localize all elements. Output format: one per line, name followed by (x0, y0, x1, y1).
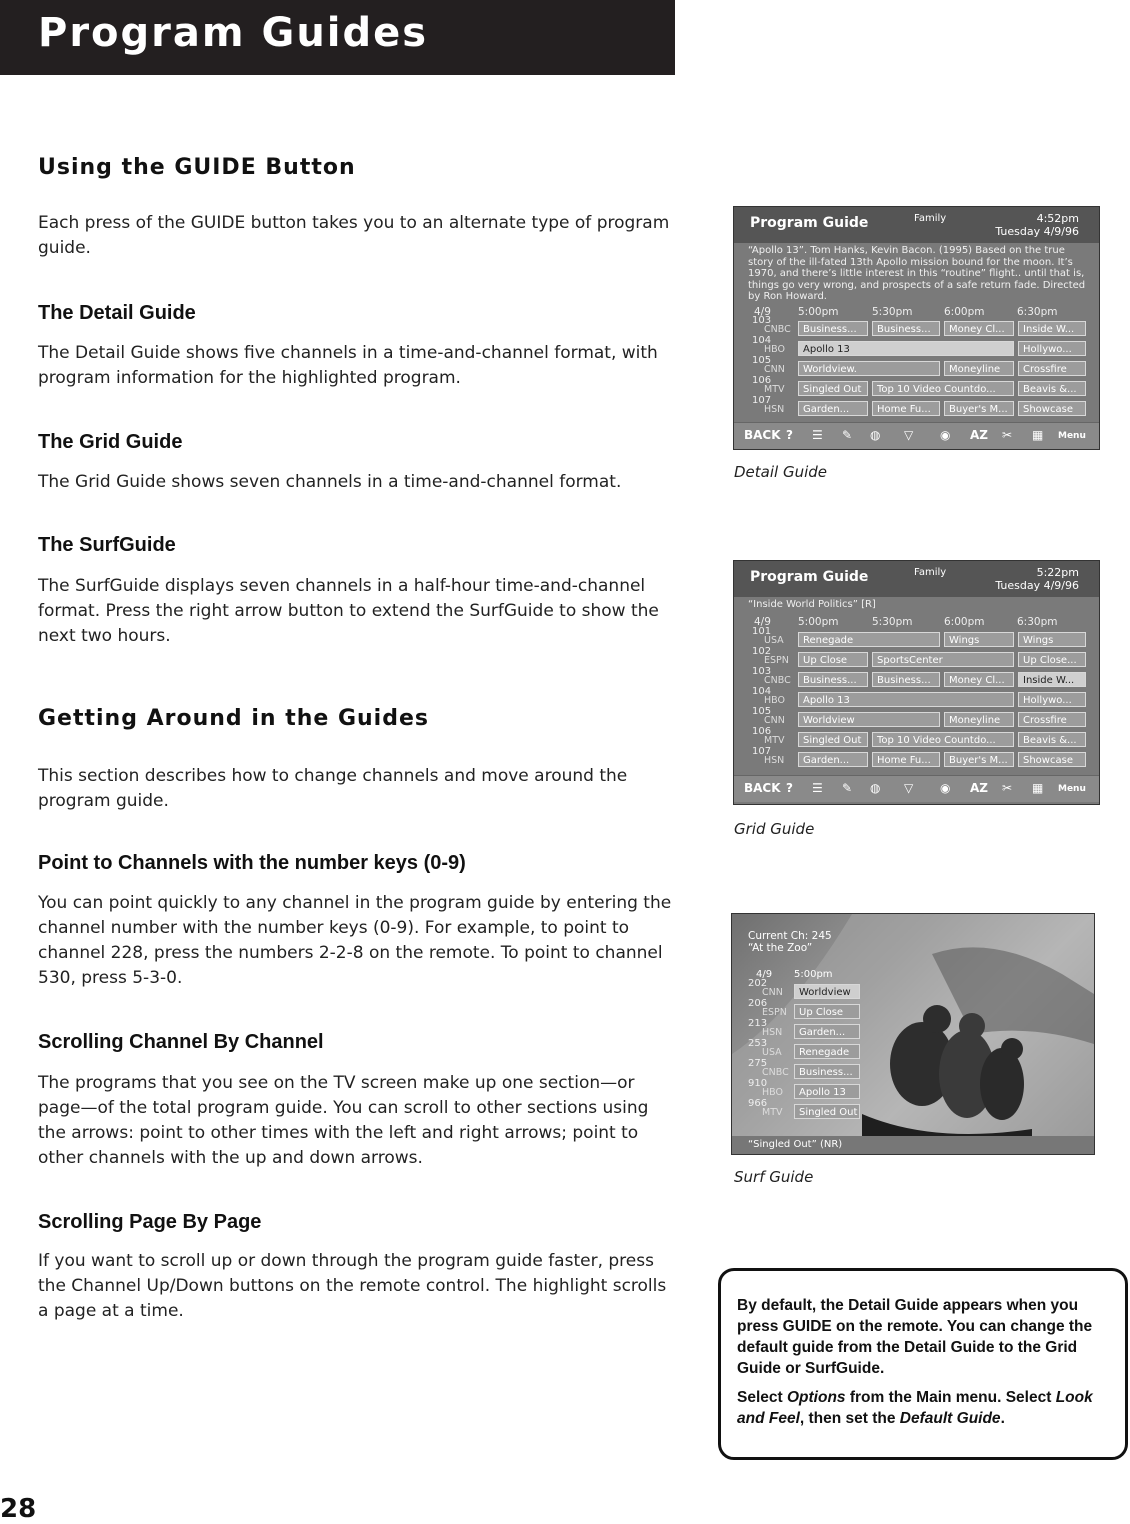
time-slot: 6:00pm (944, 616, 985, 628)
section-title-using-guide: Using the GUIDE Button (38, 155, 356, 180)
note-text: . (1000, 1410, 1005, 1427)
channel-number: 107 (752, 395, 772, 406)
detail-guide-screenshot (733, 206, 1100, 450)
program-cell[interactable]: Buyer's M... (944, 752, 1014, 767)
surf-channel-row[interactable] (732, 1018, 1094, 1040)
page-title: Program Guides (38, 10, 429, 56)
scroll-page-heading: Scrolling Page By Page (38, 1211, 262, 1233)
program-cell[interactable]: Garden... (798, 752, 868, 767)
time-date: 4/9 (754, 306, 771, 318)
program-cell[interactable]: Crossfire (1018, 361, 1086, 376)
program-cell[interactable]: Singled Out (798, 732, 868, 747)
triangle-icon[interactable]: ▽ (904, 781, 914, 795)
program-cell[interactable]: Inside W... (1018, 321, 1086, 336)
time-slot: 5:00pm (798, 616, 839, 628)
channel-row[interactable] (734, 355, 1099, 377)
program-cell[interactable]: Apollo 13 (794, 1084, 860, 1099)
time-row (734, 306, 1099, 320)
channel-name: CNN (764, 364, 785, 375)
menu-button[interactable]: Menu (1058, 431, 1086, 441)
channel-name: HSN (764, 404, 785, 415)
surf-channel-row[interactable] (732, 978, 1094, 1000)
grid-guide-heading: The Grid Guide (38, 431, 183, 453)
channel-row[interactable] (734, 315, 1099, 337)
program-cell[interactable]: Singled Out (794, 1104, 860, 1119)
program-cell[interactable]: Renegade (794, 1044, 860, 1059)
channel-number: 105 (752, 706, 772, 717)
current-channel (748, 930, 832, 954)
screen-time (995, 212, 1079, 238)
program-cell[interactable]: Showcase (1018, 401, 1086, 416)
channel-number: 101 (752, 626, 772, 637)
surf-channel-row[interactable] (732, 1038, 1094, 1060)
note-look-and-feel: Look and Feel (737, 1389, 1093, 1427)
channel-name: CNBC (762, 1067, 789, 1078)
program-cell[interactable]: Showcase (1018, 752, 1086, 767)
channel-number: 206 (748, 998, 768, 1009)
current-channel-title: “At the Zoo” (748, 942, 813, 954)
time-row (734, 616, 1099, 630)
detail-guide-text: The Detail Guide shows five channels in a time-and-channel format, with program information for the highlighted program. (38, 343, 658, 388)
triangle-icon[interactable]: ▽ (904, 428, 914, 442)
time-date: 4/9 (754, 616, 771, 628)
surf-channel-row[interactable] (732, 998, 1094, 1020)
detail-guide-caption: Detail Guide (734, 463, 828, 481)
surf-date: 4/9 (756, 969, 773, 980)
channel-number: 103 (752, 315, 772, 326)
time-slot: 5:30pm (872, 306, 913, 318)
getting-around-intro: This section describes how to change channels and move around the program guide. (38, 766, 628, 811)
channel-name: HSN (762, 1027, 783, 1038)
channel-number: 213 (748, 1018, 768, 1029)
program-cell[interactable]: Garden... (794, 1024, 860, 1039)
scroll-channel-heading: Scrolling Channel By Channel (38, 1031, 324, 1053)
help-icon[interactable]: ? (786, 428, 793, 442)
eye-icon[interactable]: ◉ (940, 781, 951, 795)
note-text: Select (737, 1389, 787, 1406)
program-cell[interactable]: Top 10 Video Countdo... (872, 732, 1014, 747)
program-cell[interactable]: Up Close (794, 1004, 860, 1019)
time-slot: 5:30pm (872, 616, 913, 628)
channel-name: ESPN (762, 1007, 787, 1018)
grid-icon[interactable]: ▦ (1032, 781, 1044, 795)
program-cell[interactable]: Renegade (798, 632, 940, 647)
program-cell[interactable]: Business... (798, 321, 868, 336)
grid-guide-screenshot (733, 560, 1100, 805)
surf-footer: “Singled Out” (NR) (732, 1136, 1094, 1154)
scroll-page-text: If you want to scroll up or down through the program guide faster, press the Channel Up/Down buttons on the remote control. The highlight scrolls a page at a time. (38, 1251, 667, 1321)
channel-name: ESPN (764, 655, 789, 666)
header-bar (0, 0, 675, 75)
surf-guide-heading: The SurfGuide (38, 534, 176, 556)
program-cell[interactable]: Home Fu... (872, 752, 940, 767)
az-icon[interactable]: AZ (970, 428, 988, 442)
screen-time (995, 566, 1079, 592)
point-channels-text: You can point quickly to any channel in the program guide by entering the channel number with the number keys (0-9). For example, to point to channel 228, press the numbers 2-2-8 on the remote. To point to channel 530, press 5-3-0. (38, 893, 672, 988)
program-cell[interactable]: Crossfire (1018, 712, 1086, 727)
program-cell[interactable]: Business... (798, 672, 868, 687)
program-cell[interactable]: Garden... (798, 401, 868, 416)
program-cell[interactable]: Wings (944, 632, 1014, 647)
program-cell[interactable]: Wings (1018, 632, 1086, 647)
program-cell[interactable]: SportsCenter (872, 652, 1014, 667)
channel-number: 202 (748, 978, 768, 989)
screen-family: Family (914, 567, 947, 578)
screen-toolbar (734, 775, 1099, 802)
back-button[interactable]: BACK (744, 781, 781, 795)
sports-icon[interactable]: ✎ (842, 781, 853, 795)
list-icon[interactable]: ☰ (812, 781, 823, 795)
screen-clock: 4:52pm (1036, 212, 1079, 225)
program-cell[interactable]: Worldview (798, 712, 940, 727)
note-paragraph-1: By default, the Detail Guide appears when you press GUIDE on the remote. You can change the default guide from the Detail Guide to the Grid Guide or SurfGuide. (737, 1297, 1093, 1377)
program-cell-highlighted[interactable]: Apollo 13 (798, 341, 1014, 356)
current-channel-number: Current Ch: 245 (748, 930, 832, 942)
channel-number: 106 (752, 375, 772, 386)
program-cell-highlighted[interactable]: Inside W... (1018, 672, 1086, 687)
channel-row[interactable] (734, 686, 1099, 708)
surf-channel-row[interactable] (732, 1098, 1094, 1120)
back-button[interactable]: BACK (744, 428, 781, 442)
program-cell[interactable]: Up Close (798, 652, 868, 667)
tools-icon[interactable]: ✂ (1002, 781, 1013, 795)
channel-number: 104 (752, 335, 772, 346)
screen-clock: 5:22pm (1036, 566, 1079, 579)
surf-channel-row[interactable] (732, 1078, 1094, 1100)
detail-guide-heading: The Detail Guide (38, 302, 196, 324)
note-text: from the Main menu. Select (845, 1389, 1056, 1406)
screen-date: Tuesday 4/9/96 (995, 225, 1079, 238)
eye-icon[interactable]: ◉ (940, 428, 951, 442)
surf-guide-screenshot (731, 913, 1095, 1155)
program-cell[interactable]: Business... (872, 321, 940, 336)
sports-icon[interactable]: ✎ (842, 428, 853, 442)
surf-time: 5:00pm (794, 969, 833, 980)
channel-row[interactable] (734, 726, 1099, 748)
channel-name: CNN (762, 987, 783, 998)
note-default-guide: Default Guide (899, 1410, 1001, 1427)
channel-number: 275 (748, 1058, 768, 1069)
channel-name: HSN (764, 755, 785, 766)
channel-row[interactable] (734, 646, 1099, 668)
program-cell[interactable]: Business... (794, 1064, 860, 1079)
program-cell[interactable]: Business... (872, 672, 940, 687)
channel-number: 107 (752, 746, 772, 757)
channel-number: 966 (748, 1098, 768, 1109)
screen-title: Program Guide (750, 569, 869, 585)
note-text: , then set the (799, 1410, 900, 1427)
channel-number: 102 (752, 646, 772, 657)
channel-row[interactable] (734, 375, 1099, 397)
surf-guide-caption: Surf Guide (734, 1168, 814, 1186)
time-slot: 6:30pm (1017, 616, 1058, 628)
note-paragraph-2 (737, 1387, 1111, 1429)
time-slot: 5:00pm (798, 306, 839, 318)
globe-icon[interactable]: ◍ (870, 428, 881, 442)
channel-number: 105 (752, 355, 772, 366)
scroll-channel-text: The programs that you see on the TV screen make up one section—or page—of the total program guide. You can scroll to other sections using the arrows: point to other times with the left and right arrows; point to other channels with the up and down arrows. (38, 1073, 649, 1168)
screen-family: Family (914, 213, 947, 224)
note-box (718, 1268, 1128, 1460)
menu-button[interactable]: Menu (1058, 784, 1086, 794)
program-cell[interactable]: Top 10 Video Countdo... (872, 381, 1014, 396)
time-slot: 6:30pm (1017, 306, 1058, 318)
channel-name: HBO (764, 344, 785, 355)
program-cell[interactable]: Buyer's M... (944, 401, 1014, 416)
channel-row[interactable] (734, 746, 1099, 768)
channel-row[interactable] (734, 706, 1099, 728)
program-cell[interactable]: Beavis &... (1018, 381, 1086, 396)
program-cell[interactable]: Up Close... (1018, 652, 1086, 667)
channel-row[interactable] (734, 395, 1099, 417)
help-icon[interactable]: ? (786, 781, 793, 795)
globe-icon[interactable]: ◍ (870, 781, 881, 795)
program-description: “Apollo 13”. Tom Hanks, Kevin Bacon. (1995) Based on the true story of the ill-fated 13th Apollo mission bound for the moon. It’s 1970, and there’s little interest in this “routine” flight.. until that is, things go very wrong, and prospects of a safe return fade. Directed by Ron Howard. (748, 245, 1086, 302)
channel-row[interactable] (734, 626, 1099, 648)
time-slot: 6:00pm (944, 306, 985, 318)
program-description: “Inside World Politics” [R] (748, 599, 876, 610)
point-channels-heading: Point to Channels with the number keys (0-9) (38, 852, 466, 874)
screen-toolbar (734, 422, 1099, 449)
channel-name: CNN (764, 715, 785, 726)
using-guide-intro: Each press of the GUIDE button takes you to an alternate type of program guide. (38, 213, 670, 258)
channel-row[interactable] (734, 666, 1099, 688)
program-cell[interactable]: Moneyline (944, 361, 1014, 376)
grid-guide-caption: Grid Guide (734, 820, 815, 838)
program-cell[interactable]: Apollo 13 (798, 692, 1014, 707)
channel-name: USA (762, 1047, 782, 1058)
channel-number: 103 (752, 666, 772, 677)
az-icon[interactable]: AZ (970, 781, 988, 795)
program-cell[interactable]: Home Fu... (872, 401, 940, 416)
channel-number: 253 (748, 1038, 768, 1049)
channel-name: MTV (762, 1107, 783, 1118)
page-number: 28 (0, 1494, 37, 1524)
program-cell[interactable]: Hollywo... (1018, 341, 1086, 356)
channel-name: CNBC (764, 675, 791, 686)
channel-name: USA (764, 635, 784, 646)
surf-guide-text: The SurfGuide displays seven channels in a half-hour time-and-channel format. Press the right arrow button to extend the SurfGuide to show the next two hours. (38, 576, 659, 646)
program-cell[interactable]: Money Cl... (944, 672, 1014, 687)
program-cell[interactable]: Beavis &... (1018, 732, 1086, 747)
program-cell[interactable]: Worldview. (798, 361, 940, 376)
channel-name: HBO (762, 1087, 783, 1098)
screen-header (734, 561, 1099, 597)
grid-icon[interactable]: ▦ (1032, 428, 1044, 442)
surf-channel-row[interactable] (732, 1058, 1094, 1080)
channel-name: MTV (764, 384, 785, 395)
tools-icon[interactable]: ✂ (1002, 428, 1013, 442)
channel-number: 104 (752, 686, 772, 697)
program-cell-highlighted[interactable]: Worldview (794, 984, 860, 999)
program-cell[interactable]: Hollywo... (1018, 692, 1086, 707)
section-title-getting-around: Getting Around in the Guides (38, 706, 429, 731)
channel-number: 910 (748, 1078, 768, 1089)
program-cell[interactable]: Moneyline (944, 712, 1014, 727)
screen-date: Tuesday 4/9/96 (995, 579, 1079, 592)
screen-header (734, 207, 1099, 243)
program-cell[interactable]: Singled Out (798, 381, 868, 396)
note-options: Options (786, 1389, 846, 1406)
channel-name: HBO (764, 695, 785, 706)
screen-title: Program Guide (750, 215, 869, 231)
program-cell[interactable]: Money Cl... (944, 321, 1014, 336)
channel-name: MTV (764, 735, 785, 746)
list-icon[interactable]: ☰ (812, 428, 823, 442)
channel-name: CNBC (764, 324, 791, 335)
channel-number: 106 (752, 726, 772, 737)
channel-row[interactable] (734, 335, 1099, 357)
grid-guide-text: The Grid Guide shows seven channels in a time-and-channel format. (38, 472, 622, 492)
